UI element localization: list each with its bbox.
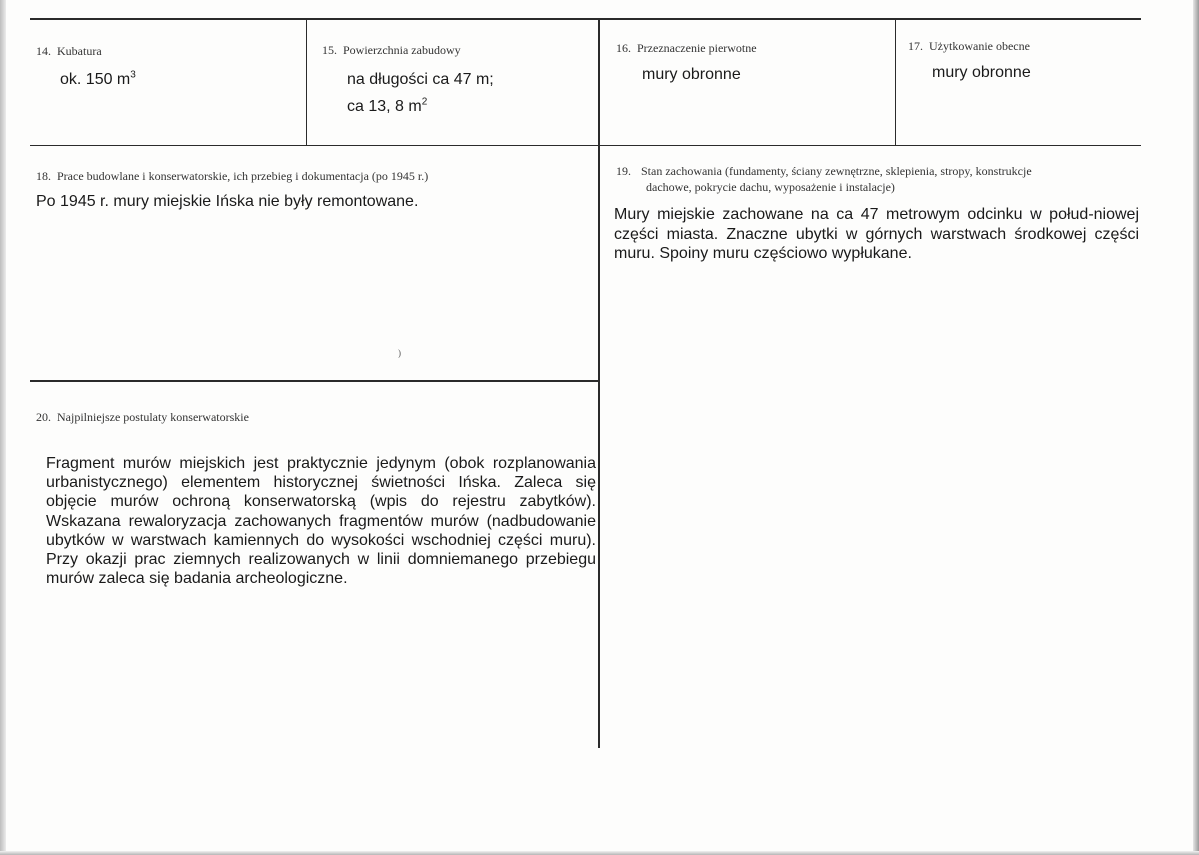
field20-label: [36, 410, 249, 425]
divider-14-15: [306, 18, 307, 146]
field18-label-text: Prace budowlane i konserwatorskie, ich przebieg i dokumentacja (po 1945 r.): [57, 169, 429, 183]
field15-label: [322, 43, 461, 58]
field15-label-text: Powierzchnia zabudowy: [343, 43, 461, 57]
field19-value: Mury miejskie zachowane na ca 47 metrowym odcinku w połud-niowej części miasta. Znaczne ubytki w górnych warstwach środkowej części muru. Spoiny muru częściowo wypłukane.: [614, 206, 1139, 262]
field17-label: [908, 39, 1030, 54]
field15-value-line2-text: ca 13, 8 m: [347, 98, 422, 115]
field14-label-text: Kubatura: [57, 44, 102, 58]
field19-label: [616, 163, 1126, 195]
stray-mark: ): [398, 348, 401, 358]
scan-edge-right: [1193, 0, 1199, 855]
middle-rule: [30, 145, 1141, 146]
divider-16-17: [895, 18, 896, 146]
field17-label-text: Użytkowanie obecne: [929, 39, 1030, 53]
field16-value: mury obronne: [642, 66, 741, 83]
scan-edge-bottom: [0, 851, 1199, 855]
field14-number: 14.: [36, 44, 51, 58]
field17-value: mury obronne: [932, 64, 1031, 81]
field15-value-sup: 2: [421, 96, 428, 108]
field14-label: [36, 44, 102, 59]
field19-label-line1: [616, 163, 1126, 179]
field16-label-text: Przeznaczenie pierwotne: [637, 41, 757, 55]
field17-number: 17.: [908, 39, 923, 53]
field20-number: 20.: [36, 410, 51, 424]
field15-number: 15.: [322, 43, 337, 57]
center-divider: [598, 18, 600, 748]
field16-number: 16.: [616, 41, 631, 55]
field19-label-text1: Stan zachowania (fundamenty, ściany zewnętrzne, sklepienia, stropy, konstrukcje: [641, 164, 1032, 178]
field16-label: [616, 41, 757, 56]
field19-number: 19.: [616, 164, 631, 178]
field15-value-line1: na długości ca 47 m;: [347, 71, 494, 88]
field19-label-line2: dachowe, pokrycie dachu, wyposażenie i instalacje): [646, 180, 895, 194]
field18-value: Po 1945 r. mury miejskie Ińska nie były remontowane.: [36, 193, 419, 210]
lower-left-rule: [30, 380, 599, 382]
field18-label: [36, 169, 428, 184]
field14-value: [60, 71, 136, 89]
scan-edge-left: [0, 0, 6, 855]
field20-value: Fragment murów miejskich jest praktycznie jedynym (obok rozplanowania urbanistycznego) elementem historycznej świetności Ińska. Zaleca się objęcie murów ochroną konserwatorską (wpis do rejestru zabytków). Wskazana rewaloryzacja zachowanych fragmentów murów (nadbudowanie ubytków w warstwach kamiennych do wysokości wschodniej części muru). Przy okazji prac ziemnych realizowanych w linii domniemanego przebiegu murów zaleca się badania archeologiczne.: [46, 455, 596, 588]
top-rule: [30, 18, 1141, 20]
field15-value-line2: [347, 98, 427, 116]
field14-value-text: ok. 150 m: [60, 71, 131, 88]
field20-label-text: Najpilniejsze postulaty konserwatorskie: [57, 410, 249, 424]
field18-number: 18.: [36, 169, 51, 183]
field14-value-sup: 3: [130, 69, 136, 81]
